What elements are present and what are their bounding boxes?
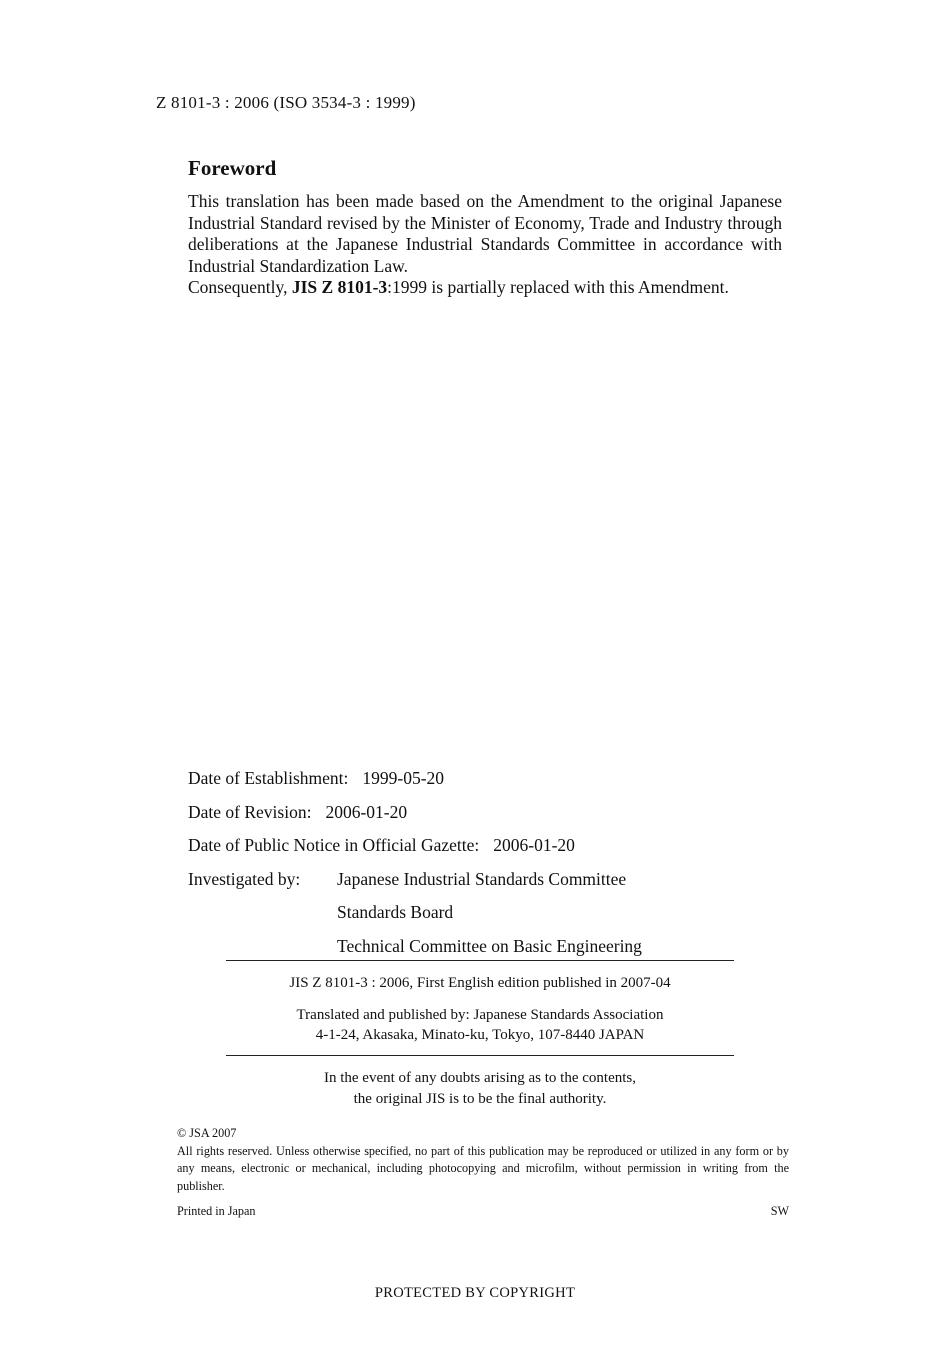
establishment-label: Date of Establishment: [188,768,349,788]
investigated-value-committee: Japanese Industrial Standards Committee [337,868,627,889]
publisher-block [226,1005,734,1045]
gazette-row [188,829,642,863]
investigated-values [337,863,642,964]
revision-label: Date of Revision: [188,801,312,822]
foreword-paragraph-2 [188,277,782,299]
foreword-section [188,156,782,299]
copyright-line: © JSA 2007 [177,1126,237,1140]
foreword-title: Foreword [188,156,277,180]
revision-row [188,796,642,830]
investigated-value-board: Standards Board [337,902,454,922]
divider-bottom [226,1055,734,1056]
foreword-paragraph-1: This translation has been made based on the Amendment to the original Japanese Industrial Standard revised by the Minister of Economy, Trade and Industry through deliberations at the Japanese Industrial Standards Committee in accordance with Industrial Standardization Law. [188,191,782,276]
printed-row [177,1204,789,1219]
investigated-label: Investigated by: [188,868,301,889]
address-line: 4-1-24, Akasaka, Minato-ku, Tokyo, 107-8440 JAPAN [315,1027,645,1043]
dates-block [188,762,642,963]
protected-by-copyright-notice: PROTECTED BY COPYRIGHT [374,1285,576,1301]
establishment-value: 1999-05-20 [362,768,445,788]
printed-in-japan: Printed in Japan [177,1204,256,1218]
foreword-body [188,191,782,299]
revision-value: 2006-01-20 [325,801,408,822]
authority-notice [226,1068,734,1109]
foreword-paragraph-2-suffix: :1999 is partially replaced with this Amendment. [387,277,729,297]
foreword-paragraph-2-prefix: Consequently, [188,277,292,297]
establishment-row [188,762,642,796]
investigated-row [188,863,642,964]
doubts-line-2: the original JIS is to be the final authority. [353,1090,607,1107]
doubts-line-1: In the event of any doubts arising as to the contents, [323,1070,636,1086]
gazette-label: Date of Public Notice in Official Gazette: [188,835,480,855]
gazette-value: 2006-01-20 [493,835,575,855]
edition-line: JIS Z 8101-3 : 2006, First English edition published in 2007-04 [289,975,671,991]
translated-by-line: Translated and published by: Japanese Standards Association [296,1007,664,1023]
rights-reserved-text: All rights reserved. Unless otherwise specified, no part of this publication may be reproduced or utilized in any form or by any means, electronic or mechanical, including photocopying and microfilm, without permission in writing from the publisher. [177,1143,789,1193]
investigated-value-technical: Technical Committee on Basic Engineering [337,935,642,956]
standard-number-bold: JIS Z 8101-3 [291,277,388,297]
printer-code: SW [770,1204,789,1218]
divider-top [226,960,734,961]
standard-reference-header: Z 8101-3 : 2006 (ISO 3534-3 : 1999) [156,93,416,112]
legal-block [177,1125,789,1195]
